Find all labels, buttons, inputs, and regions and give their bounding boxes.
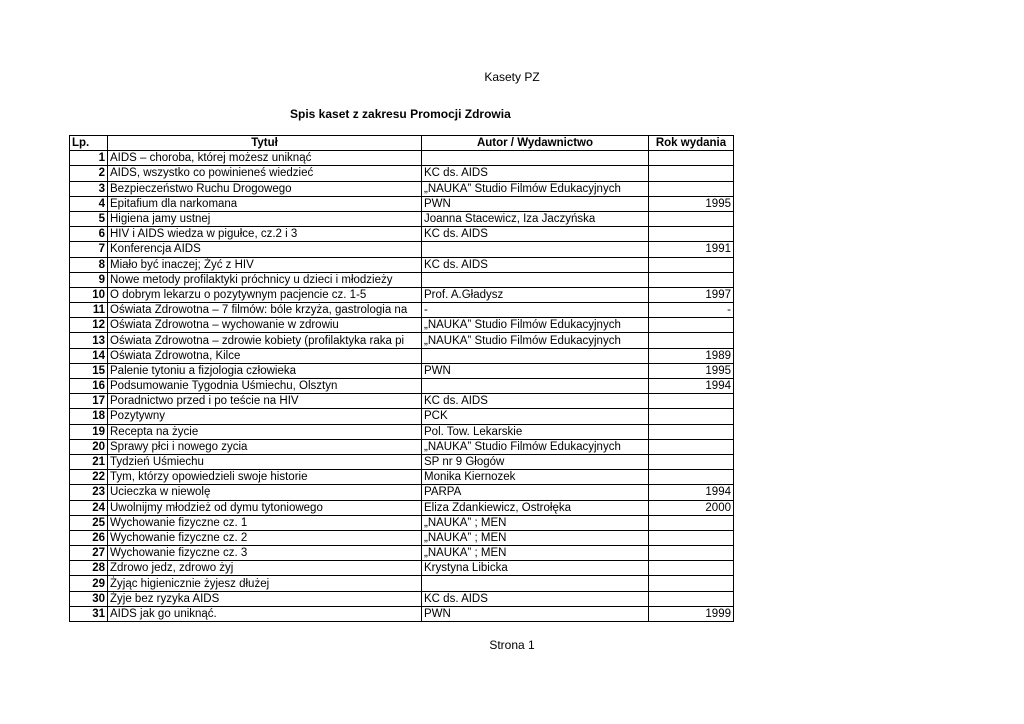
row-number: 11	[70, 303, 108, 318]
row-year	[649, 576, 734, 591]
row-author: PCK	[422, 409, 649, 424]
row-title: AIDS, wszystko co powinieneś wiedzieć	[108, 166, 422, 181]
table-row	[70, 287, 734, 302]
row-title: Miało być inaczej; Żyć z HIV	[108, 257, 422, 272]
row-title: Pozytywny	[108, 409, 422, 424]
row-year	[649, 333, 734, 348]
row-number: 13	[70, 333, 108, 348]
row-year	[649, 394, 734, 409]
row-number: 21	[70, 454, 108, 469]
row-number: 19	[70, 424, 108, 439]
row-number: 18	[70, 409, 108, 424]
row-number: 23	[70, 485, 108, 500]
row-title: Oświata Zdrowotna – 7 filmów: bóle krzyża, gastrologia na	[108, 303, 422, 318]
row-title: Nowe metody profilaktyki próchnicy u dzieci i młodzieży	[108, 272, 422, 287]
row-year	[649, 424, 734, 439]
row-year: 1989	[649, 348, 734, 363]
row-year	[649, 181, 734, 196]
row-title: AIDS jak go uniknąć.	[108, 606, 422, 621]
row-title: Epitafium dla narkomana	[108, 196, 422, 211]
row-year: 1994	[649, 485, 734, 500]
row-year	[649, 211, 734, 226]
column-header-year: Rok wydania	[649, 136, 734, 151]
table-row	[70, 546, 734, 561]
page-header: Kasety PZ	[484, 70, 540, 84]
row-year: 1999	[649, 606, 734, 621]
row-number: 30	[70, 591, 108, 606]
row-author: PWN	[422, 196, 649, 211]
row-number: 15	[70, 363, 108, 378]
row-year	[649, 409, 734, 424]
row-author: Eliza Zdankiewicz, Ostrołęka	[422, 500, 649, 515]
row-author: „NAUKA” Studio Filmów Edukacyjnych	[422, 439, 649, 454]
table-row	[70, 318, 734, 333]
row-number: 2	[70, 166, 108, 181]
table-row	[70, 561, 734, 576]
row-author: KC ds. AIDS	[422, 227, 649, 242]
row-year	[649, 591, 734, 606]
row-author: „NAUKA” Studio Filmów Edukacyjnych	[422, 181, 649, 196]
row-number: 26	[70, 530, 108, 545]
table-row	[70, 166, 734, 181]
table-row	[70, 181, 734, 196]
row-year	[649, 454, 734, 469]
row-year	[649, 470, 734, 485]
table-row	[70, 470, 734, 485]
row-number: 14	[70, 348, 108, 363]
row-title: AIDS – choroba, której możesz uniknąć	[108, 151, 422, 166]
column-header-author: Autor / Wydawnictwo	[422, 136, 649, 151]
row-author: Prof. A.Gładysz	[422, 287, 649, 302]
table-row	[70, 196, 734, 211]
table-row	[70, 394, 734, 409]
table-row	[70, 272, 734, 287]
row-author: SP nr 9 Głogów	[422, 454, 649, 469]
row-title: Tym, którzy opowiedzieli swoje historie	[108, 470, 422, 485]
row-number: 28	[70, 561, 108, 576]
row-author: PWN	[422, 606, 649, 621]
row-author: KC ds. AIDS	[422, 257, 649, 272]
row-number: 8	[70, 257, 108, 272]
row-number: 16	[70, 379, 108, 394]
row-author: „NAUKA” ; MEN	[422, 515, 649, 530]
row-year	[649, 561, 734, 576]
row-title: Poradnictwo przed i po teście na HIV	[108, 394, 422, 409]
table-row	[70, 591, 734, 606]
row-title: Żyje bez ryzyka AIDS	[108, 591, 422, 606]
row-author	[422, 242, 649, 257]
row-title: O dobrym lekarzu o pozytywnym pacjencie cz. 1-5	[108, 287, 422, 302]
row-year: 1995	[649, 363, 734, 378]
row-number: 10	[70, 287, 108, 302]
table-row	[70, 424, 734, 439]
row-number: 5	[70, 211, 108, 226]
row-title: Wychowanie fizyczne cz. 2	[108, 530, 422, 545]
row-year: 1995	[649, 196, 734, 211]
row-author: KC ds. AIDS	[422, 394, 649, 409]
table-row	[70, 500, 734, 515]
cassette-table	[69, 135, 734, 622]
row-author: KC ds. AIDS	[422, 166, 649, 181]
column-header-lp: Lp.	[70, 136, 108, 151]
table-row	[70, 530, 734, 545]
row-title: Konferencja AIDS	[108, 242, 422, 257]
row-number: 29	[70, 576, 108, 591]
table-row	[70, 242, 734, 257]
row-author: „NAUKA” Studio Filmów Edukacyjnych	[422, 318, 649, 333]
row-year	[649, 530, 734, 545]
row-number: 7	[70, 242, 108, 257]
table-row	[70, 515, 734, 530]
row-year	[649, 272, 734, 287]
row-year	[649, 151, 734, 166]
row-author: Krystyna Libicka	[422, 561, 649, 576]
row-year	[649, 227, 734, 242]
table-row	[70, 151, 734, 166]
row-title: Wychowanie fizyczne cz. 3	[108, 546, 422, 561]
row-number: 3	[70, 181, 108, 196]
row-title: HIV i AIDS wiedza w pigułce, cz.2 i 3	[108, 227, 422, 242]
row-author	[422, 576, 649, 591]
row-author: Monika Kiernozek	[422, 470, 649, 485]
table-row	[70, 257, 734, 272]
table-row	[70, 227, 734, 242]
row-year	[649, 318, 734, 333]
table-row	[70, 606, 734, 621]
table-row	[70, 303, 734, 318]
row-year	[649, 439, 734, 454]
row-author: PWN	[422, 363, 649, 378]
row-year	[649, 515, 734, 530]
row-author: „NAUKA” ; MEN	[422, 546, 649, 561]
table-row	[70, 348, 734, 363]
row-number: 17	[70, 394, 108, 409]
row-author: „NAUKA” ; MEN	[422, 530, 649, 545]
row-number: 1	[70, 151, 108, 166]
row-number: 22	[70, 470, 108, 485]
row-year: 1997	[649, 287, 734, 302]
table-row	[70, 409, 734, 424]
row-year: 2000	[649, 500, 734, 515]
row-title: Ucieczka w niewolę	[108, 485, 422, 500]
row-author	[422, 348, 649, 363]
row-number: 24	[70, 500, 108, 515]
row-number: 25	[70, 515, 108, 530]
table-row	[70, 379, 734, 394]
column-header-title: Tytuł	[108, 136, 422, 151]
row-number: 27	[70, 546, 108, 561]
row-number: 31	[70, 606, 108, 621]
row-year	[649, 546, 734, 561]
row-title: Palenie tytoniu a fizjologia człowieka	[108, 363, 422, 378]
row-title: Zdrowo jedz, zdrowo żyj	[108, 561, 422, 576]
row-author	[422, 151, 649, 166]
row-title: Higiena jamy ustnej	[108, 211, 422, 226]
row-author	[422, 272, 649, 287]
row-number: 9	[70, 272, 108, 287]
table-row	[70, 439, 734, 454]
row-title: Żyjąc higienicznie żyjesz dłużej	[108, 576, 422, 591]
table-row	[70, 454, 734, 469]
table-header-row	[70, 136, 734, 151]
row-author: Pol. Tow. Lekarskie	[422, 424, 649, 439]
row-year	[649, 257, 734, 272]
row-year: 1994	[649, 379, 734, 394]
row-title: Bezpieczeństwo Ruchu Drogowego	[108, 181, 422, 196]
row-number: 6	[70, 227, 108, 242]
row-title: Sprawy płci i nowego zycia	[108, 439, 422, 454]
row-author: -	[422, 303, 649, 318]
row-year: 1991	[649, 242, 734, 257]
row-title: Recepta na życie	[108, 424, 422, 439]
table-row	[70, 333, 734, 348]
row-author: KC ds. AIDS	[422, 591, 649, 606]
row-year: -	[649, 303, 734, 318]
row-title: Uwolnijmy młodzież od dymu tytoniowego	[108, 500, 422, 515]
row-title: Oświata Zdrowotna – zdrowie kobiety (profilaktyka raka pi	[108, 333, 422, 348]
row-title: Tydzień Uśmiechu	[108, 454, 422, 469]
row-title: Wychowanie fizyczne cz. 1	[108, 515, 422, 530]
row-author: PARPA	[422, 485, 649, 500]
row-title: Oświata Zdrowotna, Kilce	[108, 348, 422, 363]
row-author	[422, 379, 649, 394]
document-title: Spis kaset z zakresu Promocji Zdrowia	[290, 107, 511, 121]
page-footer: Strona 1	[489, 638, 535, 652]
table-row	[70, 363, 734, 378]
row-author: Joanna Stacewicz, Iza Jaczyńska	[422, 211, 649, 226]
row-title: Podsumowanie Tygodnia Uśmiechu, Olsztyn	[108, 379, 422, 394]
table-row	[70, 211, 734, 226]
table-row	[70, 485, 734, 500]
row-title: Oświata Zdrowotna – wychowanie w zdrowiu	[108, 318, 422, 333]
table-row	[70, 576, 734, 591]
row-number: 20	[70, 439, 108, 454]
row-number: 12	[70, 318, 108, 333]
row-number: 4	[70, 196, 108, 211]
row-year	[649, 166, 734, 181]
row-author: „NAUKA” Studio Filmów Edukacyjnych	[422, 333, 649, 348]
